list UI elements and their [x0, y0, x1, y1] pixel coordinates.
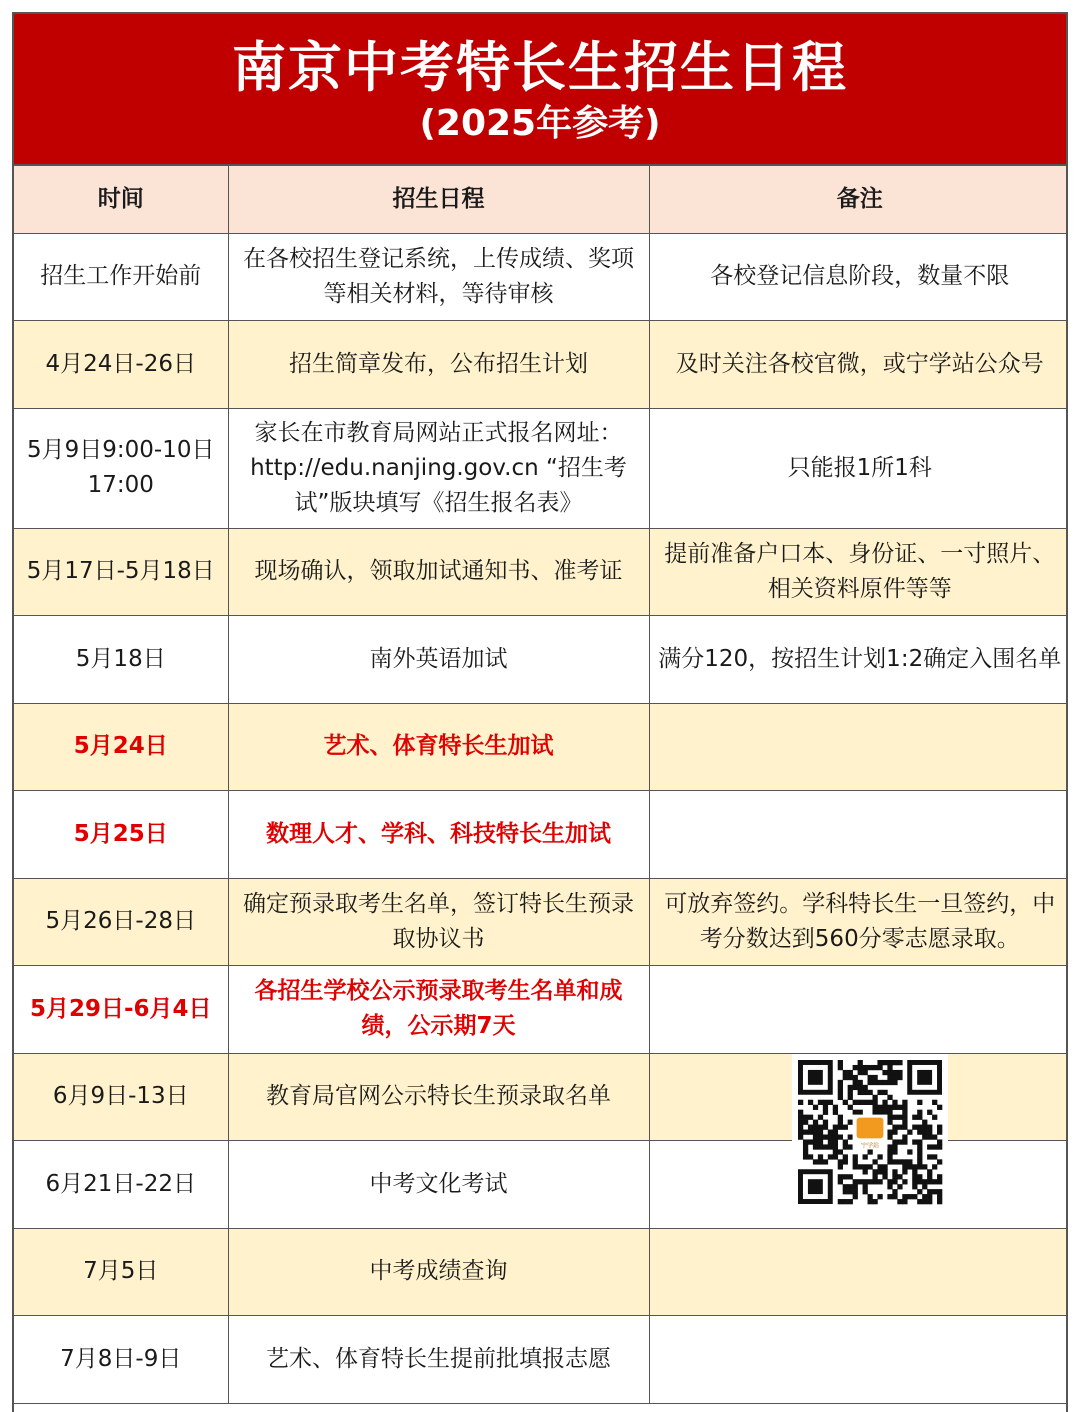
note-cell: 可放弃签约。学科特长生一旦签约，中考分数达到560分零志愿录取。 [649, 878, 1068, 966]
time-cell: 5月9日9:00-10日17:00 [14, 408, 228, 528]
table-row [14, 233, 1068, 321]
schedule-cell: 各招生学校公示预录取考生名单和成绩，公示期7天 [228, 966, 649, 1054]
schedule-table [14, 166, 1068, 1404]
note-cell: 各校登记信息阶段，数量不限 [649, 233, 1068, 321]
table-header-row [14, 166, 1068, 233]
schedule-cell: 数理人才、学科、科技特长生加试 [228, 791, 649, 879]
logo-badge [856, 1117, 883, 1138]
time-cell: 6月9日-13日 [14, 1053, 228, 1141]
schedule-cell: 南外英语加试 [228, 616, 649, 704]
time-cell: 7月8日-9日 [14, 1316, 228, 1404]
time-cell: 4月24日-26日 [14, 321, 228, 409]
schedule-cell: 确定预录取考生名单，签订特长生预录取协议书 [228, 878, 649, 966]
note-cell: 及时关注各校官微，或宁学站公众号 [649, 321, 1068, 409]
time-cell: 招生工作开始前 [14, 233, 228, 321]
schedule-cell: 艺术、体育特长生加试 [228, 703, 649, 791]
note-cell: 只能报1所1科 [649, 408, 1068, 528]
qr-code-icon[interactable] [792, 1054, 948, 1210]
table-row [14, 1316, 1068, 1404]
time-cell: 6月21日-22日 [14, 1141, 228, 1229]
note-cell: 满分120，按招生计划1:2确定入围名单 [649, 616, 1068, 704]
time-cell: 5月29日-6月4日 [14, 966, 228, 1054]
table-row [14, 528, 1068, 616]
note-cell [649, 703, 1068, 791]
page-title: 南京中考特长生招生日程 [232, 36, 848, 99]
note-cell [649, 791, 1068, 879]
note-cell: 提前准备户口本、身份证、一寸照片、相关资料原件等等 [649, 528, 1068, 616]
qr-code-graphic [792, 1054, 948, 1210]
table-row [14, 408, 1068, 528]
note-cell [649, 966, 1068, 1054]
column-header-schedule: 招生日程 [228, 166, 649, 233]
schedule-cell: 教育局官网公示特长生预录取名单 [228, 1053, 649, 1141]
page-subtitle: (2025年参考) [419, 103, 661, 144]
note-cell [649, 1316, 1068, 1404]
table-row [14, 1053, 1068, 1141]
schedule-cell: 家长在市教育局网站正式报名网址： http://edu.nanjing.gov.cn “招生考试”版块填写《招生报名表》 [228, 408, 649, 528]
time-cell: 5月24日 [14, 703, 228, 791]
time-cell: 7月5日 [14, 1228, 228, 1316]
table-row [14, 321, 1068, 409]
time-cell: 5月26日-28日 [14, 878, 228, 966]
schedule-sheet [12, 12, 1068, 1412]
column-header-time: 时间 [14, 166, 228, 233]
schedule-cell: 现场确认，领取加试通知书、准考证 [228, 528, 649, 616]
time-cell: 5月18日 [14, 616, 228, 704]
time-cell: 5月25日 [14, 791, 228, 879]
column-header-note: 备注 [649, 166, 1068, 233]
note-cell [649, 1053, 1068, 1149]
schedule-cell: 中考文化考试 [228, 1141, 649, 1229]
schedule-cell: 艺术、体育特长生提前批填报志愿 [228, 1316, 649, 1404]
time-cell: 5月17日-5月18日 [14, 528, 228, 616]
table-row [14, 1228, 1068, 1316]
schedule-cell: 招生简章发布，公布招生计划 [228, 321, 649, 409]
table-row [14, 791, 1068, 879]
table-row [14, 616, 1068, 704]
schedule-cell: 在各校招生登记系统，上传成绩、奖项等相关材料，等待审核 [228, 233, 649, 321]
table-row [14, 878, 1068, 966]
table-row [14, 966, 1068, 1054]
schedule-cell: 中考成绩查询 [228, 1228, 649, 1316]
table-row [14, 703, 1068, 791]
logo-text: 宁学站 [860, 1141, 879, 1149]
title-banner [14, 14, 1066, 166]
note-cell [649, 1228, 1068, 1316]
